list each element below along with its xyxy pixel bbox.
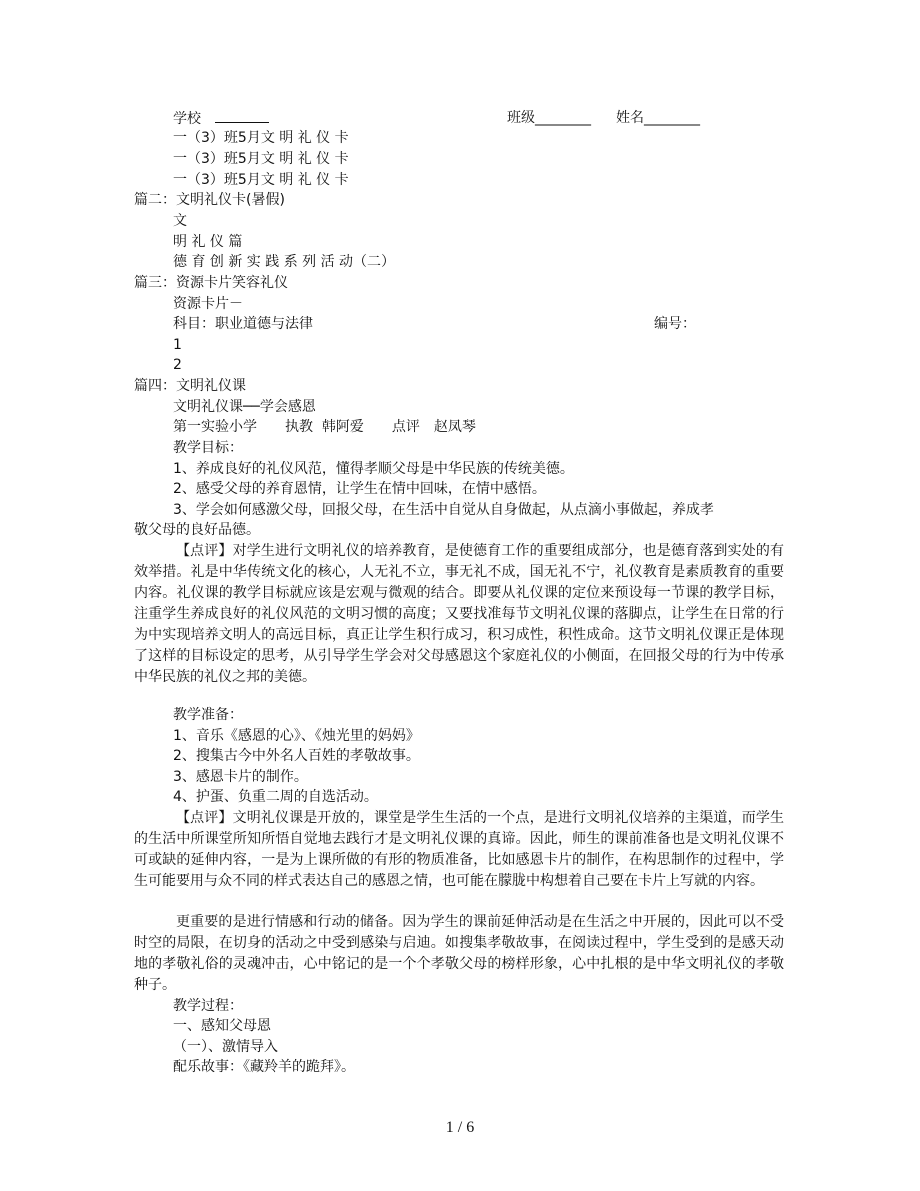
- prep-item: 2、搜集古今中外名人百姓的孝敬故事。: [173, 748, 420, 764]
- prep-item: 1、音乐《感恩的心》、《烛光里的妈妈》: [173, 728, 420, 744]
- prep-item: 3、感恩卡片的制作。: [173, 769, 308, 785]
- text-line: 文: [173, 213, 187, 229]
- school-field: [173, 108, 269, 128]
- lesson-info: 第一实验小学 执教 韩阿爱 点评 赵凤琴: [173, 419, 476, 435]
- goals-heading: 教学目标：: [173, 440, 243, 456]
- section-title: 篇二：文明礼仪卡(暑假): [134, 192, 285, 208]
- section-title: 篇三：资源卡片笑容礼仪: [134, 275, 288, 291]
- goal-item: 3、学会如何感激父母，回报父母，在生活中自觉从自身做起，从点滴小事做起，养成孝: [173, 502, 714, 518]
- text-line: 2: [173, 357, 182, 373]
- card-line: 一（3）班5月文 明 礼 仪 卡: [173, 151, 349, 167]
- story-line: 配乐故事：《藏羚羊的跪拜》。: [173, 1059, 355, 1075]
- card-line: 一（3）班5月文 明 礼 仪 卡: [173, 172, 349, 188]
- class-field: 班级________: [507, 110, 591, 126]
- process-heading: 教学过程：: [173, 998, 243, 1014]
- process-item: 一、感知父母恩: [173, 1018, 271, 1034]
- goal-item: 1、养成良好的礼仪风范，懂得孝顺父母是中华民族的传统美德。: [173, 461, 574, 477]
- comment-paragraph: 更重要的是进行情感和行动的储备。因为学生的课前延伸活动是在生活之中开展的，因此可以不受时空的局限，在切身的活动之中受到感染与启迪。如搜集孝敬故事，在阅读过程中，学生受到的是感天动地的孝敬礼俗的灵魂冲击，心中铭记的是一个个孝敬父母的榜样形象，心中扎根的是中华文明礼仪的孝敬种子。: [134, 914, 784, 993]
- name-field: 姓名________: [616, 110, 700, 126]
- text-line: 德 育 创 新 实 践 系 列 活 动（二）: [173, 254, 396, 270]
- comment-paragraph: 【点评】对学生进行文明礼仪的培养教育，是使德育工作的重要组成部分，也是德育落到实处的有效举措。礼是中华传统文化的核心，人无礼不立，事无礼不成，国无礼不宁，礼仪教育是素质教育的重要内容。礼仪课的教学目标就应该是宏观与微观的结合。即要从礼仪课的定位来预设每一节课的教学目标，注重学生养成良好的礼仪风范的文明习惯的高度；又要找准每节文明礼仪课的落脚点，让学生在日常的行为中实现培养文明人的高远目标，真正让学生积行成习，积习成性，积性成命。这节文明礼仪课正是体现了这样的目标设定的思考，从引导学生学会对父母感恩这个家庭礼仪的小侧面，在回报父母的行为中传承中华民族的礼仪之邦的美德。: [134, 543, 784, 685]
- goal-item: 2、感受父母的养育恩情，让学生在情中回味，在情中感悟。: [173, 481, 546, 497]
- prep-heading: 教学准备：: [173, 707, 243, 723]
- school-label: 学校: [173, 111, 201, 127]
- card-line: 一（3）班5月文 明 礼 仪 卡: [173, 130, 349, 146]
- comment-paragraph: 【点评】文明礼仪课是开放的，课堂是学生生活的一个点，是进行文明礼仪培养的主渠道，而学生的生活中所课堂所知所悟自觉地去践行才是文明礼仪课的真谛。因此，师生的课前准备也是文明礼仪课不可或缺的延伸内容，一是为上课所做的有形的物质准备，比如感恩卡片的制作，在构思制作的过程中，学生可能要用与众不同的样式表达自己的感恩之情，也可能在朦胧中构想着自己要在卡片上写就的内容。: [134, 810, 784, 889]
- section-title: 篇四：文明礼仪课: [134, 378, 246, 394]
- page-number: 1 / 6: [445, 1119, 475, 1136]
- number-label: 编号：: [654, 316, 696, 332]
- process-subitem: （一）、激情导入: [173, 1039, 278, 1055]
- prep-item: 4、护蛋、负重二周的自选活动。: [173, 789, 378, 805]
- text-line: 明 礼 仪 篇: [173, 234, 243, 250]
- text-line: 1: [173, 337, 182, 353]
- text-line: 资源卡片－: [173, 296, 243, 312]
- lesson-title: 文明礼仪课──学会感恩: [173, 399, 316, 415]
- school-blank: [215, 108, 269, 123]
- goal-item-continued: 敬父母的良好品德。: [134, 522, 260, 538]
- subject-line: 科目：职业道德与法律: [173, 316, 313, 332]
